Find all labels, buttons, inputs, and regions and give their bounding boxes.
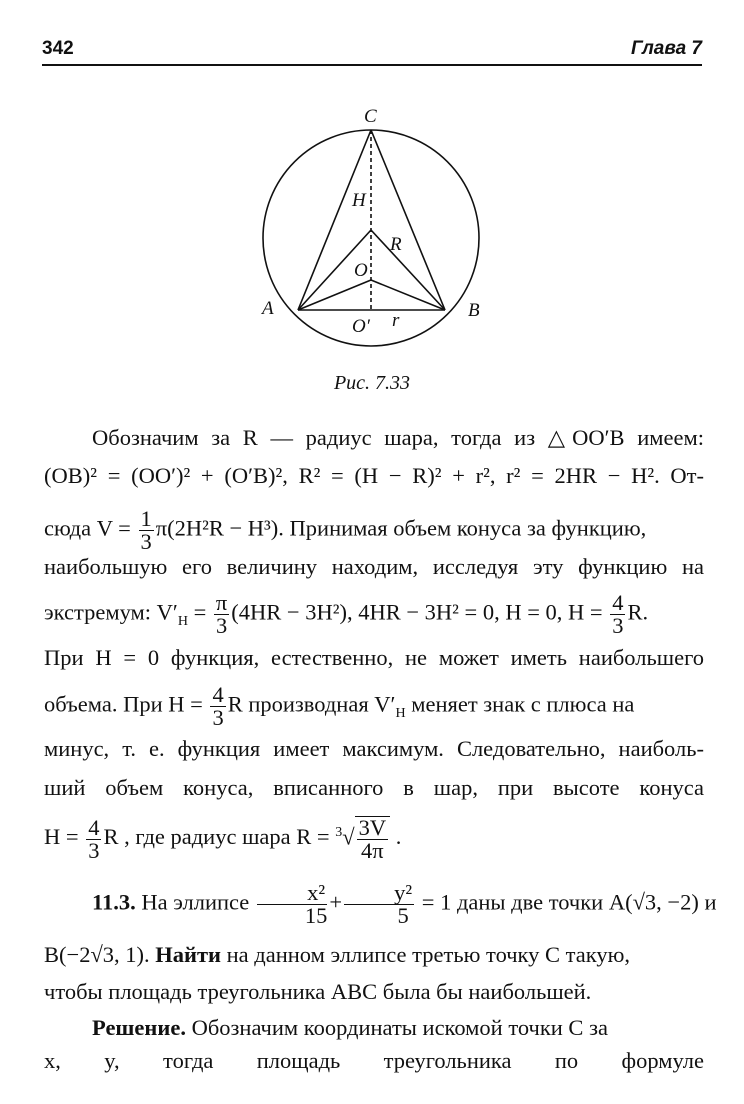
text-line-14: [44, 1013, 704, 1043]
fraction-four-thirds: $\frac{4}{3}$: [612, 590, 624, 638]
derivative-subscript-2: H: [395, 706, 406, 722]
text-line-3: [44, 508, 704, 553]
text-line-8: минус, т. е. функция имеет максимум. Следовательно, наиболь-: [44, 736, 704, 761]
text-line-15: x, y, тогда площадь треугольника по формуле: [44, 1048, 704, 1073]
line3-start: сюда V =: [44, 515, 137, 541]
label-a: A: [262, 298, 274, 319]
text-line-4: наибольшую его величину находим, исследуя эту функцию на: [44, 554, 704, 579]
text-line-12: [44, 940, 704, 970]
text-line-6: При H = 0 функция, естественно, не может иметь наибольшего: [44, 645, 704, 670]
problem-number: 11.3.: [92, 889, 136, 915]
line-p-b: [371, 230, 445, 310]
text-line-1: Обозначим за R — радиус шара, тогда из △OO′B имеем:: [92, 425, 704, 450]
line14-end: Обозначим координаты искомой точки C за: [185, 1015, 608, 1040]
text-line-9: ший объем конуса, вписанного в шар, при высоте конуса: [44, 775, 704, 800]
cube-root: $^3$√ $\frac{3V}{4\pi}$: [335, 816, 390, 862]
label-r: R: [390, 234, 402, 255]
figure-caption: Рис. 7.33: [333, 372, 411, 394]
text-line-5: экстремум: $V'_H$ = $\frac{\pi}{3}$ (4HR − 3H²), 4HR − 3H² = 0, H = 0, H = $\frac{4}{3}$ R.: [44, 590, 649, 638]
fraction-four-thirds-2: $\frac{4}{3}$: [212, 682, 224, 730]
label-o-prime: O′: [352, 316, 370, 337]
edge-c-b: [371, 130, 445, 310]
fraction-four-thirds-3: $\frac{4}{3}$: [88, 814, 100, 863]
line10-start: H =: [44, 824, 85, 850]
line5-middle: (4HR − 3H²), 4HR − 3H² = 0, H = 0, H =: [231, 599, 609, 625]
text-line-13: чтобы площадь треугольника ABC была бы наибольшей.: [44, 979, 592, 1004]
label-h: H: [352, 190, 366, 211]
label-r-small: r: [392, 310, 400, 331]
line3-end: π(2H²R − H³). Принимая объем конуса за функцию,: [155, 515, 647, 541]
fraction-x2-15: $\frac{\text{x²}}{15}$: [257, 882, 328, 927]
solution-keyword: Решение.: [92, 1015, 186, 1040]
line5-start: экстремум: V′: [44, 599, 178, 625]
fraction-pi-third: $\frac{\pi}{3}$: [215, 590, 228, 638]
line7-middle: R производная V′: [227, 691, 396, 717]
line12-start: B(−2√3, 1).: [44, 942, 156, 967]
line7-start: объема. При H =: [44, 691, 209, 717]
label-c: C: [364, 106, 377, 127]
text-line-2: (OB)² = (OO′)² + (O′B)², R² = (H − R)² + r², r² = 2HR − H². От-: [44, 463, 704, 488]
line12-end: на данном эллипсе третью точку C такую,: [221, 942, 631, 967]
line11-end: = 1 даны две точки A(√3, −2) и: [416, 889, 717, 915]
label-o: O: [354, 260, 368, 281]
header-rule: [42, 64, 702, 66]
line10-end: .: [390, 824, 402, 850]
label-b: B: [468, 300, 480, 321]
text-line-7: [44, 684, 704, 729]
line10-middle: R , где радиус шара R =: [103, 824, 336, 850]
chapter-title: Глава 7: [631, 38, 702, 59]
text-line-10: [44, 816, 704, 862]
plus-sign: +: [329, 889, 343, 915]
text-line-11: [44, 880, 717, 928]
fraction-y2-5: $\frac{\text{y²}}{5}$: [344, 882, 414, 927]
derivative-subscript: H: [177, 614, 188, 630]
line7-end: меняет знак с плюса на: [405, 691, 635, 717]
line5-end: R.: [627, 599, 649, 625]
root-index: 3: [335, 825, 343, 841]
line11-start: На эллипсе: [135, 889, 255, 915]
edge-c-a: [298, 130, 371, 310]
page-number: 342: [42, 38, 74, 59]
fraction-3v-4pi: $\frac{3V}{4\pi}$: [358, 815, 387, 863]
fraction-one-third: $\frac{1}{3}$: [140, 506, 152, 554]
find-keyword: Найти: [155, 942, 222, 967]
page-header: [42, 38, 702, 66]
cone-in-sphere-figure: [230, 100, 510, 360]
